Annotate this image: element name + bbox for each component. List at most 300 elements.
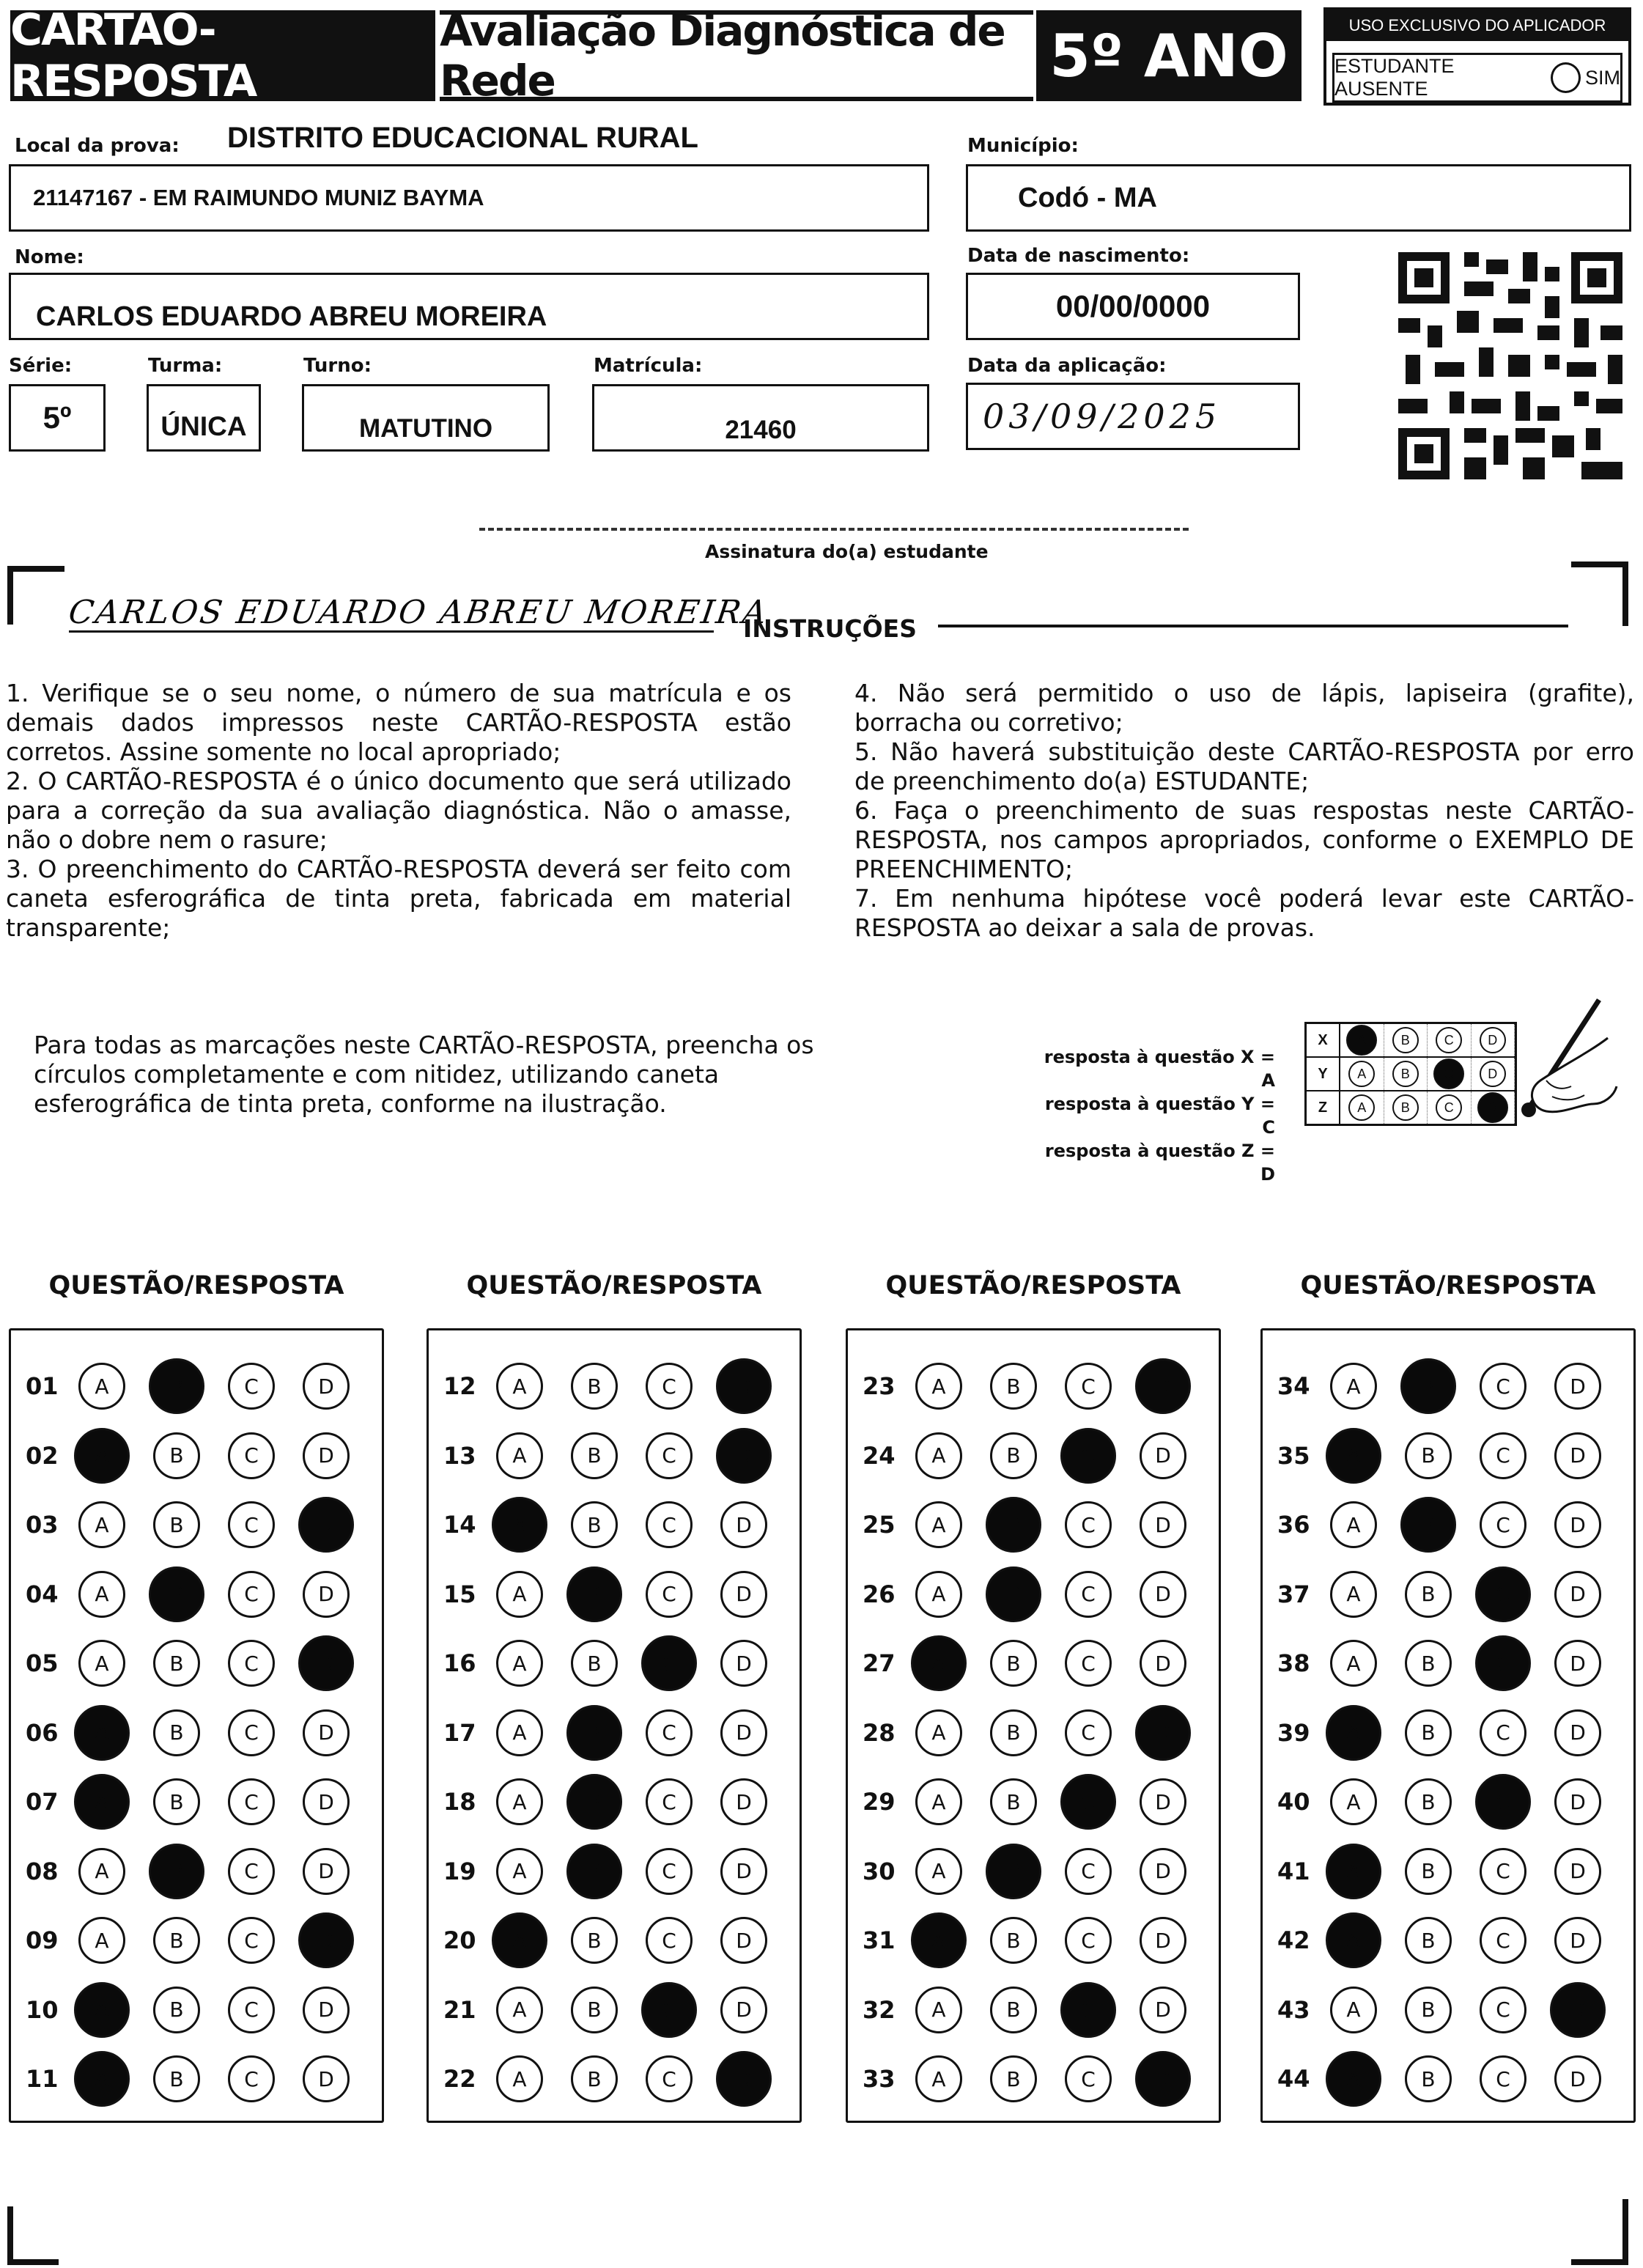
answer-bubble-30-a[interactable]: A (915, 1848, 962, 1895)
answer-bubble-15-c[interactable]: C (646, 1571, 693, 1618)
example-bubble-b: B (1392, 1061, 1419, 1087)
answer-column-title: QUESTÃO/RESPOSTA (1300, 1271, 1596, 1300)
instruction-2: 2. O CARTÃO-RESPOSTA é o único documento que será utilizado para a correção da sua avaliação diagnóstica. Não o amasse, não o dobre nem o rasure; (6, 767, 791, 854)
answer-bubble-27-a[interactable]: A (911, 1635, 967, 1691)
answer-bubble-09-a[interactable]: A (78, 1917, 125, 1964)
card-title: CARTÃO-RESPOSTA (10, 10, 435, 101)
answer-bubble-13-c[interactable]: C (646, 1432, 693, 1479)
question-number: 20 (443, 1926, 476, 1954)
answer-bubble-10-d[interactable]: D (303, 1987, 350, 2033)
answer-bubble-37-c[interactable]: C (1475, 1566, 1531, 1622)
answer-bubble-18-d[interactable]: D (720, 1778, 767, 1825)
answer-bubble-01-d[interactable]: D (303, 1363, 350, 1410)
answer-bubble-39-a[interactable]: A (1326, 1705, 1381, 1761)
answer-bubble-14-c[interactable]: C (646, 1501, 693, 1548)
answer-bubble-36-b[interactable]: B (1400, 1497, 1456, 1553)
answer-bubble-35-c[interactable]: C (1480, 1432, 1526, 1479)
answer-bubble-32-b[interactable]: B (990, 1987, 1037, 2033)
question-number: 11 (26, 2065, 59, 2093)
example-legend-z: resposta à questão Z = D (1044, 1141, 1275, 1185)
question-number: 41 (1277, 1857, 1310, 1885)
question-number: 36 (1277, 1511, 1310, 1539)
corner-mark-bottom-right (1571, 2199, 1628, 2265)
answer-bubble-35-d[interactable]: D (1554, 1432, 1601, 1479)
question-number: 06 (26, 1718, 59, 1747)
answer-column-title: QUESTÃO/RESPOSTA (885, 1271, 1181, 1300)
answer-bubble-02-b[interactable]: B (153, 1432, 200, 1479)
answer-bubble-06-b[interactable]: B (153, 1709, 200, 1756)
question-number: 21 (443, 1995, 476, 2024)
answer-bubble-26-b[interactable]: B (986, 1566, 1041, 1622)
answer-bubble-26-c[interactable]: C (1065, 1571, 1112, 1618)
answer-bubble-30-c[interactable]: C (1065, 1848, 1112, 1895)
question-row-34 (1263, 1357, 1629, 1415)
answer-bubble-04-d[interactable]: D (303, 1571, 350, 1618)
answer-bubble-30-b[interactable]: B (986, 1844, 1041, 1899)
question-number: 38 (1277, 1649, 1310, 1677)
example-row-label: Z (1307, 1091, 1340, 1124)
handwritten-signature: CARLOS EDUARDO ABREU MOREIRA (66, 594, 772, 631)
grade-badge: 5º ANO (1036, 10, 1302, 101)
answer-bubble-14-d[interactable]: D (720, 1501, 767, 1548)
instructions-left (6, 679, 791, 943)
answer-bubble-17-b[interactable]: B (566, 1705, 622, 1761)
answer-bubble-26-d[interactable]: D (1140, 1571, 1186, 1618)
answer-bubble-06-a[interactable]: A (74, 1705, 130, 1761)
answer-bubble-19-a[interactable]: A (496, 1848, 543, 1895)
nome-field (9, 273, 929, 340)
question-row-40 (1263, 1772, 1629, 1831)
aplicacao-value: 03/09/2025 (983, 397, 1222, 436)
question-row-08 (11, 1842, 377, 1901)
answer-bubble-31-a[interactable]: A (911, 1912, 967, 1968)
answer-bubble-38-c[interactable]: C (1475, 1635, 1531, 1691)
example-cell (1384, 1024, 1428, 1056)
example-bubble-c: C (1436, 1027, 1462, 1053)
answer-bubble-07-c[interactable]: C (228, 1778, 275, 1825)
answer-bubble-28-a[interactable]: A (915, 1709, 962, 1756)
answer-bubble-02-a[interactable]: A (74, 1428, 130, 1484)
question-row-04 (11, 1565, 377, 1624)
question-row-02 (11, 1426, 377, 1485)
question-number: 29 (863, 1788, 896, 1816)
answer-bubble-25-b[interactable]: B (986, 1497, 1041, 1553)
answer-bubble-29-b[interactable]: B (990, 1778, 1037, 1825)
answer-bubble-23-b[interactable]: B (990, 1363, 1037, 1410)
answer-bubble-24-b[interactable]: B (990, 1432, 1037, 1479)
answer-bubble-33-b[interactable]: B (990, 2055, 1037, 2102)
answer-bubble-36-c[interactable]: C (1480, 1501, 1526, 1548)
question-row-16 (429, 1634, 795, 1693)
answer-bubble-07-d[interactable]: D (303, 1778, 350, 1825)
example-cell (1384, 1058, 1428, 1090)
aplicacao-label: Data da aplicação: (967, 355, 1167, 377)
answer-bubble-14-b[interactable]: B (571, 1501, 618, 1548)
answer-bubble-36-d[interactable]: D (1554, 1501, 1601, 1548)
answer-bubble-11-d[interactable]: D (303, 2055, 350, 2102)
answer-bubble-23-c[interactable]: C (1065, 1363, 1112, 1410)
answer-column-1 (9, 1328, 384, 2123)
signature-label: Assinatura do(a) estudante (705, 541, 989, 562)
answer-bubble-21-d[interactable]: D (720, 1987, 767, 2033)
answer-bubble-17-c[interactable]: C (646, 1709, 693, 1756)
question-row-27 (848, 1634, 1214, 1693)
answer-bubble-28-d[interactable]: D (1135, 1705, 1191, 1761)
answer-bubble-31-b[interactable]: B (990, 1917, 1037, 1964)
answer-bubble-32-c[interactable]: C (1060, 1982, 1116, 2038)
answer-bubble-21-a[interactable]: A (496, 1987, 543, 2033)
absent-checkbox[interactable] (1551, 62, 1581, 93)
answer-bubble-03-a[interactable]: A (78, 1501, 125, 1548)
answer-bubble-26-a[interactable]: A (915, 1571, 962, 1618)
answer-bubble-16-c[interactable]: C (641, 1635, 697, 1691)
answer-bubble-08-d[interactable]: D (303, 1848, 350, 1895)
answer-bubble-10-b[interactable]: B (153, 1987, 200, 2033)
question-number: 32 (863, 1995, 896, 2024)
answer-bubble-37-b[interactable]: B (1405, 1571, 1452, 1618)
answer-bubble-12-c[interactable]: C (646, 1363, 693, 1410)
answer-bubble-20-b[interactable]: B (571, 1917, 618, 1964)
qr-code-icon (1398, 252, 1622, 479)
answer-bubble-17-a[interactable]: A (496, 1709, 543, 1756)
answer-bubble-04-c[interactable]: C (228, 1571, 275, 1618)
question-number: 18 (443, 1788, 476, 1816)
answer-bubble-09-c[interactable]: C (228, 1917, 275, 1964)
answer-bubble-02-d[interactable]: D (303, 1432, 350, 1479)
answer-bubble-24-a[interactable]: A (915, 1432, 962, 1479)
answer-bubble-22-d[interactable]: D (716, 2051, 772, 2107)
example-bubble-b: B (1392, 1094, 1419, 1121)
answer-bubble-27-d[interactable]: D (1140, 1640, 1186, 1687)
answer-bubble-18-a[interactable]: A (496, 1778, 543, 1825)
example-legend-x: resposta à questão X = A (1044, 1047, 1275, 1091)
instruction-3: 3. O preenchimento do CARTÃO-RESPOSTA deverá ser feito com caneta esferográfica de tinta preta, fabricada em material transparente; (6, 855, 791, 942)
answer-bubble-20-a[interactable]: A (492, 1912, 547, 1968)
question-number: 39 (1277, 1718, 1310, 1747)
answer-bubble-01-a[interactable]: A (78, 1363, 125, 1410)
question-number: 33 (863, 2065, 896, 2093)
municipio-label: Município: (967, 135, 1079, 157)
answer-bubble-13-b[interactable]: B (571, 1432, 618, 1479)
answer-bubble-42-d[interactable]: D (1554, 1917, 1601, 1964)
turma-label: Turma: (148, 355, 223, 377)
answer-bubble-16-d[interactable]: D (720, 1640, 767, 1687)
question-row-41 (1263, 1842, 1629, 1901)
absent-yes-label: SIM (1584, 66, 1620, 89)
question-number: 14 (443, 1511, 476, 1539)
answer-bubble-31-d[interactable]: D (1140, 1917, 1186, 1964)
corner-mark-top-right (1571, 562, 1628, 626)
answer-bubble-33-d[interactable]: D (1135, 2051, 1191, 2107)
question-row-24 (848, 1426, 1214, 1485)
example-cell (1340, 1024, 1384, 1056)
question-row-33 (848, 2050, 1214, 2108)
question-number: 09 (26, 1926, 59, 1954)
answer-bubble-25-d[interactable]: D (1140, 1501, 1186, 1548)
question-number: 10 (26, 1995, 59, 2024)
answer-bubble-39-c[interactable]: C (1480, 1709, 1526, 1756)
answer-bubble-04-b[interactable]: B (149, 1566, 204, 1622)
instruction-7: 7. Em nenhuma hipótese você poderá levar este CARTÃO-RESPOSTA ao deixar a sala de provas. (854, 884, 1634, 942)
answer-bubble-11-a[interactable]: A (74, 2051, 130, 2107)
example-bubble-a: A (1346, 1025, 1377, 1056)
answer-bubble-23-a[interactable]: A (915, 1363, 962, 1410)
question-number: 26 (863, 1580, 896, 1608)
turma-field (147, 384, 261, 452)
answer-bubble-32-d[interactable]: D (1140, 1987, 1186, 2033)
answer-bubble-33-a[interactable]: A (915, 2055, 962, 2102)
question-number: 17 (443, 1718, 476, 1747)
answer-bubble-44-b[interactable]: B (1405, 2055, 1452, 2102)
answer-bubble-29-a[interactable]: A (915, 1778, 962, 1825)
answer-bubble-24-d[interactable]: D (1140, 1432, 1186, 1479)
serie-label: Série: (9, 355, 73, 377)
question-number: 40 (1277, 1788, 1310, 1816)
question-row-10 (11, 1981, 377, 2039)
answer-bubble-15-d[interactable]: D (720, 1571, 767, 1618)
answer-bubble-35-a[interactable]: A (1326, 1428, 1381, 1484)
answer-bubble-05-d[interactable]: D (298, 1635, 354, 1691)
question-number: 37 (1277, 1580, 1310, 1608)
answer-bubble-41-b[interactable]: B (1405, 1848, 1452, 1895)
instruction-1: 1. Verifique se o seu nome, o número de sua matrícula e os demais dados impressos neste CARTÃO-RESPOSTA estão corretos. Assine somente no local apropriado; (6, 679, 791, 766)
question-number: 02 (26, 1441, 59, 1470)
answer-bubble-37-d[interactable]: D (1554, 1571, 1601, 1618)
example-cell (1340, 1058, 1384, 1090)
question-row-37 (1263, 1565, 1629, 1624)
local-field (9, 164, 929, 232)
answer-bubble-44-c[interactable]: C (1480, 2055, 1526, 2102)
answer-bubble-01-b[interactable]: B (149, 1358, 204, 1414)
question-row-13 (429, 1426, 795, 1485)
example-row-label: X (1307, 1024, 1340, 1056)
answer-bubble-27-b[interactable]: B (990, 1640, 1037, 1687)
answer-bubble-33-c[interactable]: C (1065, 2055, 1112, 2102)
municipio-field (966, 164, 1631, 232)
answer-bubble-05-c[interactable]: C (228, 1640, 275, 1687)
question-row-09 (11, 1911, 377, 1970)
answer-bubble-23-d[interactable]: D (1135, 1358, 1191, 1414)
answer-bubble-42-b[interactable]: B (1405, 1917, 1452, 1964)
serie-value: 5º (43, 400, 72, 435)
answer-bubble-34-d[interactable]: D (1554, 1363, 1601, 1410)
answer-bubble-32-a[interactable]: A (915, 1987, 962, 2033)
answer-bubble-40-a[interactable]: A (1330, 1778, 1377, 1825)
turno-label: Turno: (303, 355, 372, 377)
question-row-42 (1263, 1911, 1629, 1970)
answer-bubble-08-c[interactable]: C (228, 1848, 275, 1895)
answer-bubble-07-b[interactable]: B (153, 1778, 200, 1825)
answer-bubble-03-c[interactable]: C (228, 1501, 275, 1548)
answer-bubble-08-a[interactable]: A (78, 1848, 125, 1895)
answer-bubble-12-d[interactable]: D (716, 1358, 772, 1414)
question-row-43 (1263, 1981, 1629, 2039)
answer-bubble-41-d[interactable]: D (1554, 1848, 1601, 1895)
question-row-22 (429, 2050, 795, 2108)
answer-bubble-10-a[interactable]: A (74, 1982, 130, 2038)
answer-bubble-28-c[interactable]: C (1065, 1709, 1112, 1756)
answer-bubble-21-c[interactable]: C (641, 1982, 697, 2038)
answer-bubble-06-d[interactable]: D (303, 1709, 350, 1756)
answer-bubble-06-c[interactable]: C (228, 1709, 275, 1756)
matricula-field (592, 384, 929, 452)
answer-bubble-15-a[interactable]: A (496, 1571, 543, 1618)
answer-bubble-09-d[interactable]: D (298, 1912, 354, 1968)
question-number: 12 (443, 1372, 476, 1400)
serie-field (9, 384, 106, 452)
answer-bubble-29-d[interactable]: D (1140, 1778, 1186, 1825)
signature-underline (69, 630, 714, 633)
question-row-39 (1263, 1704, 1629, 1762)
answer-bubble-13-a[interactable]: A (496, 1432, 543, 1479)
question-number: 19 (443, 1857, 476, 1885)
question-row-25 (848, 1495, 1214, 1554)
answer-bubble-11-b[interactable]: B (153, 2055, 200, 2102)
example-cell (1340, 1091, 1384, 1124)
answer-bubble-27-c[interactable]: C (1065, 1640, 1112, 1687)
answer-bubble-43-d[interactable]: D (1550, 1982, 1606, 2038)
question-row-36 (1263, 1495, 1629, 1554)
question-row-26 (848, 1565, 1214, 1624)
question-number: 42 (1277, 1926, 1310, 1954)
question-number: 35 (1277, 1441, 1310, 1470)
answer-bubble-43-c[interactable]: C (1480, 1987, 1526, 2033)
answer-bubble-22-c[interactable]: C (646, 2055, 693, 2102)
answer-bubble-25-a[interactable]: A (915, 1501, 962, 1548)
answer-bubble-34-b[interactable]: B (1400, 1358, 1456, 1414)
instruction-4: 4. Não será permitido o uso de lápis, lapiseira (grafite), borracha ou corretivo; (854, 679, 1634, 737)
example-bubble-d: D (1480, 1027, 1506, 1053)
answer-bubble-37-a[interactable]: A (1330, 1571, 1377, 1618)
answer-bubble-22-a[interactable]: A (496, 2055, 543, 2102)
question-number: 05 (26, 1649, 59, 1677)
answer-bubble-34-a[interactable]: A (1330, 1363, 1377, 1410)
answer-bubble-05-b[interactable]: B (153, 1640, 200, 1687)
answer-bubble-12-b[interactable]: B (571, 1363, 618, 1410)
matricula-value: 21460 (725, 416, 797, 444)
answer-bubble-03-d[interactable]: D (298, 1497, 354, 1553)
answer-bubble-29-c[interactable]: C (1060, 1774, 1116, 1830)
answer-bubble-10-c[interactable]: C (228, 1987, 275, 2033)
answer-bubble-34-c[interactable]: C (1480, 1363, 1526, 1410)
answer-bubble-38-b[interactable]: B (1405, 1640, 1452, 1687)
answer-bubble-41-a[interactable]: A (1326, 1844, 1381, 1899)
nasc-value: 00/00/0000 (1055, 289, 1211, 323)
answer-bubble-31-c[interactable]: C (1065, 1917, 1112, 1964)
question-number: 24 (863, 1441, 896, 1470)
answer-bubble-38-a[interactable]: A (1330, 1640, 1377, 1687)
answer-bubble-44-d[interactable]: D (1554, 2055, 1601, 2102)
answer-bubble-20-c[interactable]: C (646, 1917, 693, 1964)
answer-bubble-18-b[interactable]: B (566, 1774, 622, 1830)
absent-label: ESTUDANTE AUSENTE (1334, 55, 1455, 100)
answer-bubble-01-c[interactable]: C (228, 1363, 275, 1410)
answer-bubble-17-d[interactable]: D (720, 1709, 767, 1756)
answer-bubble-40-b[interactable]: B (1405, 1778, 1452, 1825)
corner-mark-top-left (7, 566, 64, 625)
question-number: 31 (863, 1926, 896, 1954)
example-legend (1038, 1045, 1275, 1186)
municipio-value: Codó - MA (1018, 182, 1157, 213)
answer-bubble-18-c[interactable]: C (646, 1778, 693, 1825)
answer-bubble-21-b[interactable]: B (571, 1987, 618, 2033)
answer-bubble-36-a[interactable]: A (1330, 1501, 1377, 1548)
answer-bubble-08-b[interactable]: B (149, 1844, 204, 1899)
answer-column-2 (427, 1328, 802, 2123)
turma-value: ÚNICA (160, 411, 247, 441)
nasc-field (966, 273, 1300, 340)
question-number: 30 (863, 1857, 896, 1885)
answer-bubble-19-d[interactable]: D (720, 1848, 767, 1895)
question-row-01 (11, 1357, 377, 1415)
answer-bubble-43-a[interactable]: A (1330, 1987, 1377, 2033)
answer-bubble-19-b[interactable]: B (566, 1844, 622, 1899)
answer-bubble-22-b[interactable]: B (571, 2055, 618, 2102)
answer-bubble-12-a[interactable]: A (496, 1363, 543, 1410)
question-number: 13 (443, 1441, 476, 1470)
answer-bubble-11-c[interactable]: C (228, 2055, 275, 2102)
answer-bubble-28-b[interactable]: B (990, 1709, 1037, 1756)
instruction-6: 6. Faça o preenchimento de suas respostas neste CARTÃO-RESPOSTA, nos campos apropriados, conforme o EXEMPLO DE PREENCHIMENTO; (854, 796, 1634, 883)
answer-bubble-43-b[interactable]: B (1405, 1987, 1452, 2033)
question-row-32 (848, 1981, 1214, 2039)
example-cell (1384, 1091, 1428, 1124)
example-text: Para todas as marcações neste CARTÃO-RESPOSTA, preencha os círculos completamente e com nitidez, utilizando caneta esferográfica de tinta preta, conforme na ilustração. (34, 1031, 814, 1118)
corner-mark-bottom-left (7, 2206, 59, 2265)
answer-bubble-13-d[interactable]: D (716, 1428, 772, 1484)
answer-bubble-42-a[interactable]: A (1326, 1912, 1381, 1968)
answer-bubble-41-c[interactable]: C (1480, 1848, 1526, 1895)
answer-bubble-35-b[interactable]: B (1405, 1432, 1452, 1479)
question-number: 28 (863, 1718, 896, 1747)
answer-bubble-16-b[interactable]: B (571, 1640, 618, 1687)
instructions-title: INSTRUÇÕES (743, 614, 917, 643)
question-row-19 (429, 1842, 795, 1901)
question-row-35 (1263, 1426, 1629, 1485)
answer-bubble-39-d[interactable]: D (1554, 1709, 1601, 1756)
question-row-11 (11, 2050, 377, 2108)
answer-bubble-42-c[interactable]: C (1480, 1917, 1526, 1964)
answer-bubble-38-d[interactable]: D (1554, 1640, 1601, 1687)
answer-bubble-09-b[interactable]: B (153, 1917, 200, 1964)
example-bubble-b: B (1392, 1027, 1419, 1053)
answer-bubble-40-c[interactable]: C (1475, 1774, 1531, 1830)
answer-bubble-30-d[interactable]: D (1140, 1848, 1186, 1895)
answer-bubble-02-c[interactable]: C (228, 1432, 275, 1479)
answer-bubble-05-a[interactable]: A (78, 1640, 125, 1687)
signature-line (479, 528, 1189, 531)
answer-bubble-40-d[interactable]: D (1554, 1778, 1601, 1825)
applicator-title: USO EXCLUSIVO DO APLICADOR (1326, 10, 1628, 41)
answer-bubble-04-a[interactable]: A (78, 1571, 125, 1618)
answer-bubble-03-b[interactable]: B (153, 1501, 200, 1548)
question-number: 44 (1277, 2065, 1310, 2093)
example-bubble-a: A (1348, 1061, 1375, 1087)
answer-bubble-24-c[interactable]: C (1060, 1428, 1116, 1484)
answer-bubble-19-c[interactable]: C (646, 1848, 693, 1895)
answer-bubble-16-a[interactable]: A (496, 1640, 543, 1687)
answer-bubble-39-b[interactable]: B (1405, 1709, 1452, 1756)
answer-bubble-07-a[interactable]: A (74, 1774, 130, 1830)
question-number: 34 (1277, 1372, 1310, 1400)
answer-bubble-25-c[interactable]: C (1065, 1501, 1112, 1548)
answer-bubble-15-b[interactable]: B (566, 1566, 622, 1622)
question-number: 22 (443, 2065, 476, 2093)
answer-bubble-44-a[interactable]: A (1326, 2051, 1381, 2107)
answer-bubble-20-d[interactable]: D (720, 1917, 767, 1964)
question-row-06 (11, 1704, 377, 1762)
answer-bubble-14-a[interactable]: A (492, 1497, 547, 1553)
